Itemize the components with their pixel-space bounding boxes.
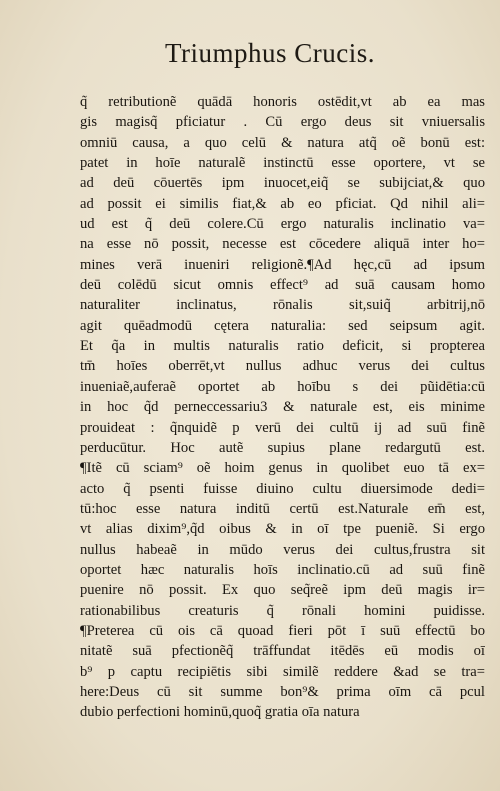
- text-line: deū colēdū sicut omnis effect⁹ ad suā causam homo: [80, 277, 485, 294]
- text-line: inueniaẽ,auferaẽ oportet ab hoību s dei pũidētia:cū: [80, 378, 485, 395]
- text-line: ¶Preterea cū ois cā quoad fieri pōt ī suū effectū bo: [80, 622, 485, 639]
- text-line: patet in hoīe naturalẽ instinctū esse oportere, vt se: [80, 155, 485, 172]
- text-line: q̃ retributionẽ quādā honoris ostēdit,vt ab ea mas: [80, 94, 485, 110]
- text-line: dubio perfectioni hominū,quoq̃ gratia oīa natura: [80, 704, 360, 721]
- running-title: Triumphus Crucis.: [164, 38, 376, 68]
- text-line: ¶Itẽ cū sciam⁹ oẽ hoim genus in quolibet euo tā ex=: [80, 460, 485, 477]
- text-line: perducūtur. Hoc autẽ supius plane redargutū est.: [80, 439, 485, 456]
- text-line: rationabilibus creaturis q̃ rōnali homini puidisse.: [80, 602, 485, 619]
- text-line: ad possit ei similis fiat,& ab eo pficiat. Qd nihil ali=: [80, 195, 485, 212]
- text-line: in hoc q̃d perneccessariu3 & naturale est, eis minime: [80, 399, 485, 416]
- text-line: prouideat : q̃nquidẽ p verū dei cultū ij ad suū finẽ: [80, 419, 485, 436]
- text-line: vt alias dixim⁹,q̃d oibus & in oī tpe pueniẽ. Si ergo: [80, 521, 485, 538]
- body-text: [80, 92, 485, 723]
- text-line: Et q̃a in multis naturalis ratio deficit, si propterea: [80, 338, 485, 355]
- text-line: acto q̃ psenti fuisse diuino cultu diuersimode dedi=: [80, 480, 485, 497]
- text-line: omniū causa, a quo celū & natura atq̃ oẽ bonū est:: [80, 134, 485, 151]
- text-line: oportet hæc naturalis hoīs inclinatio.cū ad suū finẽ: [80, 561, 485, 578]
- text-line: nullus habeaẽ in mūdo verus dei cultus,frustra sit: [80, 541, 485, 558]
- text-line: naturaliter inclinatus, rōnalis sit,suiq̃ arbitrij,nō: [80, 297, 485, 314]
- text-line: b⁹ p captu recipiētis sibi similẽ reddere &ad se tra=: [80, 663, 485, 680]
- text-line: puenire nō possit. Ex quo seq̃reẽ ipm deū magis ir=: [80, 582, 485, 599]
- text-line: tū:hoc esse natura inditū certū est.Naturale em̄ est,: [80, 500, 485, 517]
- text-line: tm̄ hoīes oberrēt,vt nullus adhuc verus dei cultus: [80, 358, 485, 375]
- text-line: here:Deus cū sit summe bon⁹& prima oīm cā pcul: [80, 683, 485, 700]
- text-line: na esse nō possit, necesse est cōcedere aliquā inter ho=: [80, 236, 485, 253]
- text-line: nitatẽ suā pfectionẽq̃ trāffundat itēdēs eū modis oī: [80, 643, 485, 660]
- text-line: gis magisq̃ pficiatur . Cū ergo deus sit vniuersalis: [80, 114, 485, 131]
- text-line: ad deū cōuertēs ipm inuocet,eiq̃ se subijciat,& quo: [80, 175, 485, 192]
- text-line: mines verā inueniri religionẽ.¶Ad hęc,cū ad ipsum: [80, 256, 485, 273]
- text-line: ud est q̃ deū colere.Cū ergo naturalis inclinatio va=: [80, 216, 485, 233]
- text-line: agit quēadmodū cętera naturalia: sed seipsum agit.: [80, 317, 485, 334]
